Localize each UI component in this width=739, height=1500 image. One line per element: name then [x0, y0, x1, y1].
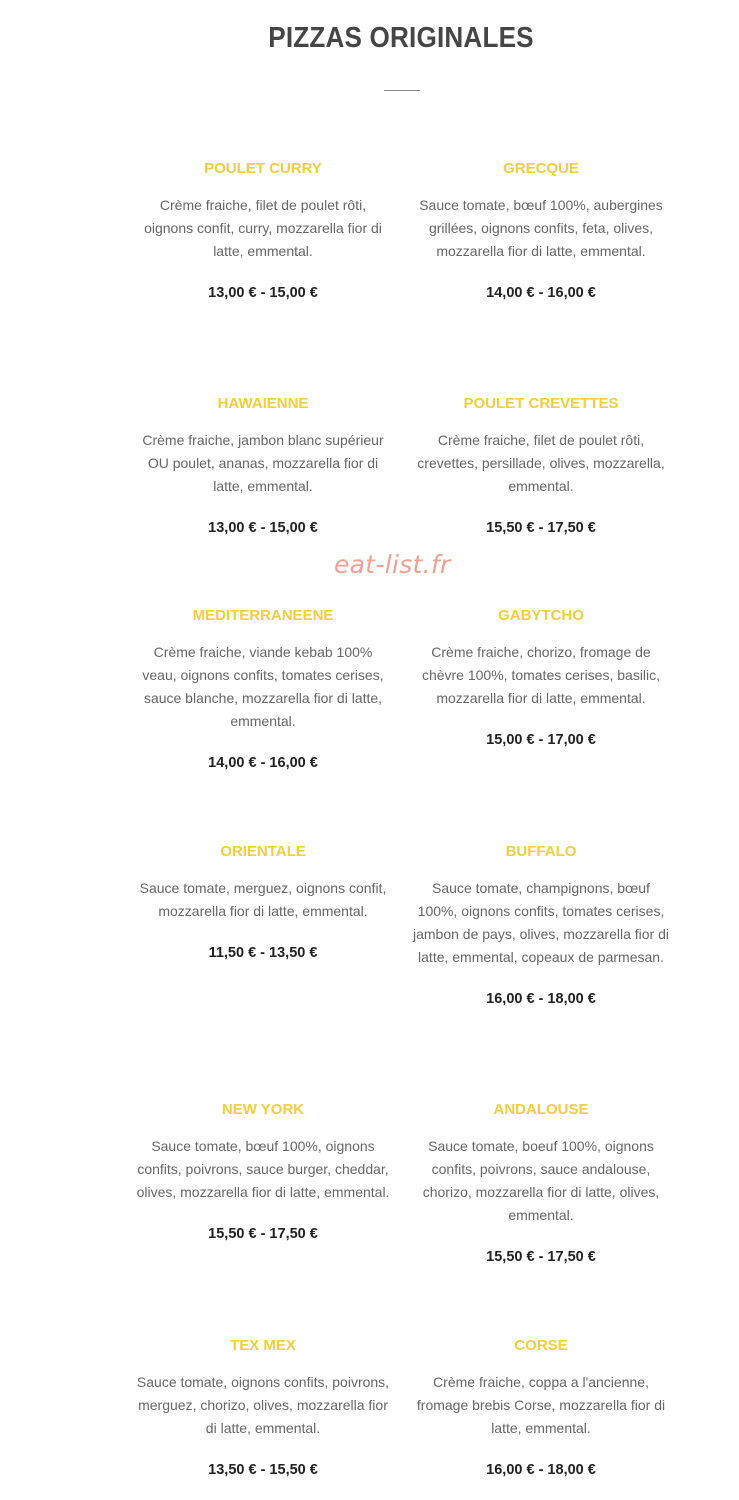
menu-item-name: GRECQUE	[503, 160, 579, 177]
menu-item-name: GABYTCHO	[498, 607, 584, 624]
menu-item-name: TEX MEX	[230, 1337, 296, 1354]
menu-item-hawaienne	[135, 395, 391, 537]
menu-item-name: ORIENTALE	[220, 843, 306, 860]
menu-item-description: Sauce tomate, oignons confits, poivrons, merguez, chorizo, olives, mozzarella fior di latte, emmental.	[136, 1374, 390, 1436]
menu-item-description: Sauce tomate, bœuf 100%, aubergines grillées, oignons confits, feta, olives, mozzarella fior di latte, emmental.	[419, 197, 663, 259]
menu-item-price: 13,00 € - 15,00 €	[208, 520, 318, 536]
menu-item-name: POULET CURRY	[204, 160, 322, 177]
menu-item-price: 14,00 € - 16,00 €	[208, 755, 318, 771]
menu-item-name: CORSE	[514, 1337, 568, 1354]
menu-item-poulet-curry	[135, 160, 391, 302]
menu-item-buffalo	[413, 843, 669, 1008]
menu-item-corse	[413, 1337, 669, 1479]
page-title: PIZZAS ORIGINALES	[268, 22, 534, 54]
menu-item-description: Sauce tomate, merguez, oignons confit, mozzarella fior di latte, emmental.	[139, 880, 387, 919]
menu-item-grecque	[413, 160, 669, 302]
watermark: eat-list.fr	[334, 550, 451, 579]
menu-item-price: 15,50 € - 17,50 €	[208, 1226, 318, 1242]
menu-item-name: NEW YORK	[221, 1101, 305, 1118]
menu-item-name: BUFFALO	[505, 843, 577, 860]
menu-item-name: POULET CREVETTES	[463, 395, 619, 412]
menu-item-description: Sauce tomate, boeuf 100%, oignons confits, poivrons, sauce andalouse, chorizo, mozzarella fior di latte, olives, emmental.	[422, 1138, 660, 1223]
menu-item-price: 16,00 € - 18,00 €	[486, 991, 596, 1007]
menu-item-description: Crème fraiche, viande kebab 100% veau, oignons confits, tomates cerises, sauce blanche, mozzarella fior di latte, emmental.	[142, 644, 384, 729]
menu-item-gabytcho	[413, 607, 669, 749]
menu-item-mediterraneene	[135, 607, 391, 772]
menu-item-name: MEDITERRANEENE	[192, 607, 334, 624]
menu-item-price: 13,00 € - 15,00 €	[208, 285, 318, 301]
menu-item-description: Crème fraiche, coppa a l'ancienne, fromage brebis Corse, mozzarella fior di latte, emmental.	[416, 1374, 666, 1436]
menu-item-price: 15,00 € - 17,00 €	[486, 732, 596, 748]
menu-item-name: ANDALOUSE	[493, 1101, 589, 1118]
menu-item-price: 14,00 € - 16,00 €	[486, 285, 596, 301]
menu-item-description: Crème fraiche, filet de poulet rôti, crevettes, persillade, olives, mozzarella, emmental.	[417, 432, 665, 494]
menu-item-tex-mex	[135, 1337, 391, 1479]
menu-item-orientale	[135, 843, 391, 962]
menu-item-description: Crème fraiche, chorizo, fromage de chèvre 100%, tomates cerises, basilic, mozzarella fior di latte, emmental.	[421, 644, 661, 706]
title-divider	[384, 90, 420, 91]
menu-item-price: 16,00 € - 18,00 €	[486, 1462, 596, 1478]
menu-item-price: 13,50 € - 15,50 €	[208, 1462, 318, 1478]
menu-item-name: HAWAIENNE	[217, 395, 309, 412]
menu-item-andalouse	[413, 1101, 669, 1266]
menu-item-price: 15,50 € - 17,50 €	[486, 520, 596, 536]
menu-item-price: 11,50 € - 13,50 €	[208, 945, 318, 961]
menu-item-poulet-crevettes	[413, 395, 669, 537]
menu-item-description: Sauce tomate, bœuf 100%, oignons confits, poivrons, sauce burger, cheddar, olives, mozzarella fior di latte, emmental.	[136, 1138, 390, 1200]
menu-item-description: Sauce tomate, champignons, bœuf 100%, oignons confits, tomates cerises, jambon de pays, olives, mozzarella fior di latte, emmental, copeaux de parmesan.	[413, 880, 670, 965]
menu-item-new-york	[135, 1101, 391, 1243]
menu-item-description: Crème fraiche, filet de poulet rôti, oignons confit, curry, mozzarella fior di latte, emmental.	[144, 197, 382, 259]
menu-item-description: Crème fraiche, jambon blanc supérieur OU poulet, ananas, mozzarella fior di latte, emmental.	[142, 432, 384, 494]
menu-item-price: 15,50 € - 17,50 €	[486, 1249, 596, 1265]
